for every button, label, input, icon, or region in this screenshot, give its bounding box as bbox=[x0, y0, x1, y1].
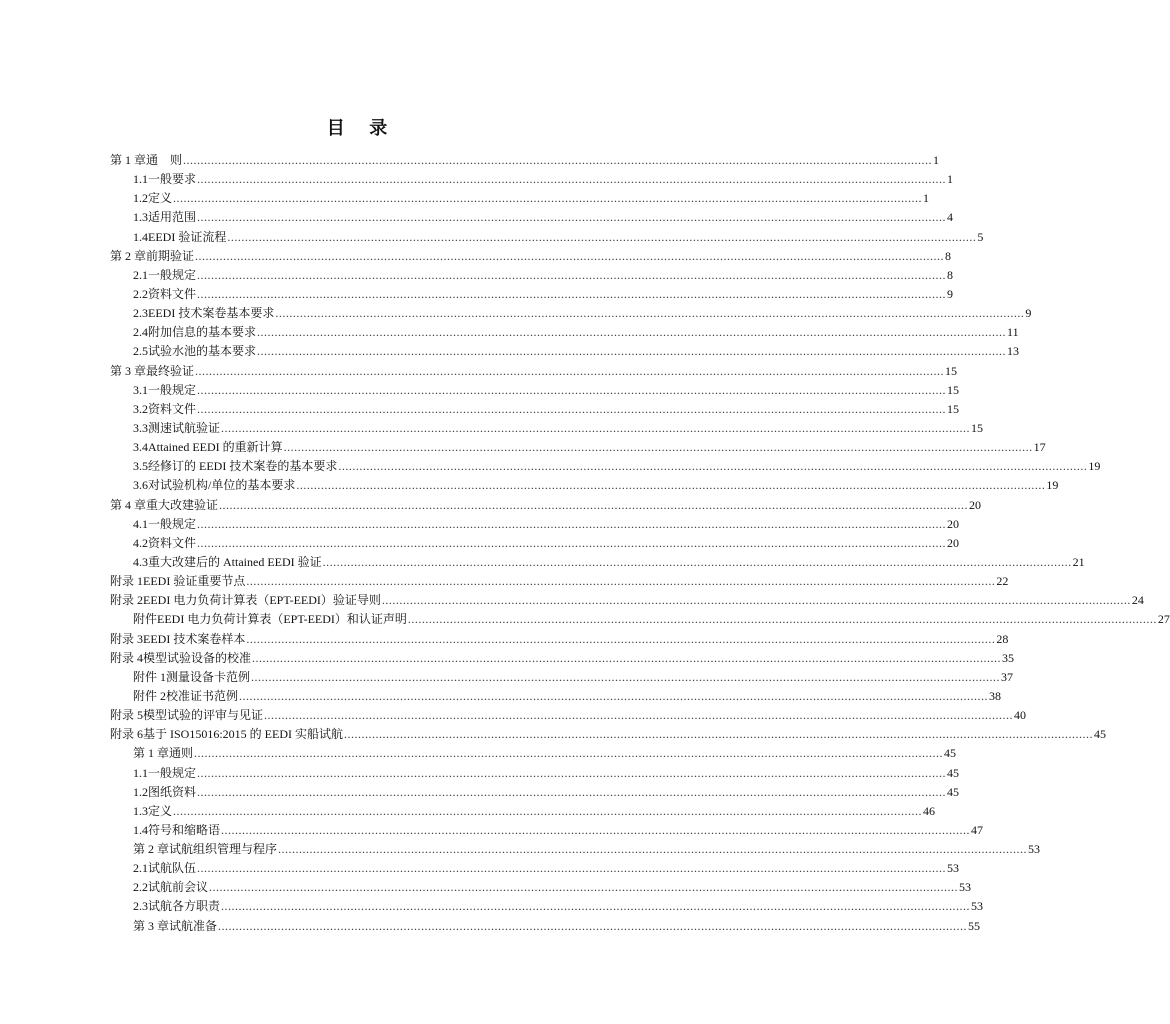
toc-entry-page-number: 19 bbox=[1088, 459, 1101, 474]
toc-entry-page-number: 47 bbox=[971, 822, 984, 837]
toc-entry-title: 通 则 bbox=[146, 153, 183, 167]
table-of-contents bbox=[110, 151, 1170, 936]
toc-entry[interactable] bbox=[110, 668, 1014, 687]
toc-entry[interactable] bbox=[110, 304, 1032, 323]
toc-entry[interactable] bbox=[110, 515, 960, 534]
toc-leader-dots bbox=[197, 400, 946, 419]
toc-entry-title: EEDI 验证流程 bbox=[148, 229, 227, 244]
toc-leader-dots bbox=[197, 170, 946, 189]
toc-entry[interactable] bbox=[110, 189, 930, 208]
toc-entry-number: 2.1 bbox=[133, 267, 148, 282]
toc-leader-dots bbox=[257, 342, 1006, 361]
toc-leader-dots bbox=[221, 419, 970, 438]
toc-entry-title: 一般要求 bbox=[148, 172, 197, 187]
toc-entry-page-number: 4 bbox=[947, 210, 954, 225]
toc-entry-page-number: 46 bbox=[923, 803, 936, 818]
toc-leader-dots bbox=[296, 476, 1045, 495]
toc-entry-number: 3.4 bbox=[133, 440, 148, 455]
toc-entry-number: 2.1 bbox=[133, 861, 148, 876]
toc-entry[interactable] bbox=[110, 496, 982, 515]
toc-entry[interactable] bbox=[110, 247, 952, 266]
toc-entry[interactable] bbox=[110, 381, 960, 400]
toc-leader-dots bbox=[183, 151, 932, 170]
toc-entry-number: 1.4 bbox=[133, 822, 148, 837]
toc-leader-dots bbox=[197, 285, 946, 304]
toc-entry[interactable] bbox=[110, 840, 1041, 859]
toc-entry-number: 第 2 章 bbox=[133, 842, 170, 857]
toc-entry-title: 试航前会议 bbox=[148, 880, 209, 895]
toc-entry-number: 第 2 章 bbox=[110, 248, 147, 263]
toc-entry-page-number: 53 bbox=[1028, 842, 1041, 857]
toc-entry-title: 图纸资料 bbox=[148, 784, 197, 799]
toc-entry-page-number: 38 bbox=[989, 688, 1002, 703]
toc-entry[interactable] bbox=[110, 266, 954, 285]
toc-entry-page-number: 27 bbox=[1157, 612, 1170, 627]
toc-entry-page-number: 15 bbox=[971, 420, 984, 435]
toc-entry-page-number: 20 bbox=[969, 497, 982, 512]
toc-entry-page-number: 19 bbox=[1046, 478, 1059, 493]
toc-entry-title: 模型试验设备的校准 bbox=[143, 650, 252, 665]
toc-entry[interactable] bbox=[110, 591, 1144, 610]
toc-entry-number: 第 1 章 bbox=[133, 746, 170, 761]
toc-leader-dots bbox=[197, 266, 946, 285]
toc-leader-dots bbox=[408, 610, 1157, 629]
toc-leader-dots bbox=[173, 189, 922, 208]
toc-entry-title: 一般规定 bbox=[148, 267, 197, 282]
toc-entry-title: 试验水池的基本要求 bbox=[148, 344, 257, 359]
toc-leader-dots bbox=[218, 917, 967, 936]
toc-entry-page-number: 45 bbox=[947, 784, 960, 799]
toc-entry-title: 重大改建验证 bbox=[146, 497, 219, 512]
toc-entry-title: 试航队伍 bbox=[148, 861, 197, 876]
toc-entry[interactable] bbox=[110, 457, 1101, 476]
toc-leader-dots bbox=[197, 534, 946, 553]
toc-leader-dots bbox=[197, 764, 946, 783]
toc-entry[interactable] bbox=[110, 630, 1009, 649]
toc-leader-dots bbox=[194, 744, 943, 763]
toc-entry-number: 1.3 bbox=[133, 210, 148, 225]
toc-entry-number: 1.1 bbox=[133, 172, 148, 187]
toc-entry-page-number: 45 bbox=[944, 746, 957, 761]
toc-leader-dots bbox=[275, 304, 1024, 323]
toc-entry-title: 定义 bbox=[148, 803, 173, 818]
toc-entry-page-number: 15 bbox=[945, 363, 958, 378]
toc-entry[interactable] bbox=[110, 725, 1107, 744]
toc-entry-number: 4.3 bbox=[133, 554, 148, 569]
toc-entry-page-number: 5 bbox=[977, 229, 984, 244]
toc-leader-dots bbox=[195, 362, 944, 381]
toc-entry[interactable] bbox=[110, 783, 960, 802]
toc-entry[interactable] bbox=[110, 323, 1019, 342]
toc-entry[interactable] bbox=[110, 687, 1002, 706]
toc-leader-dots bbox=[257, 323, 1006, 342]
toc-entry-number: 附录 1 bbox=[110, 574, 144, 589]
toc-entry[interactable] bbox=[110, 151, 940, 170]
toc-entry-title: 对试验机构/单位的基本要求 bbox=[148, 478, 296, 493]
toc-entry-number: 2.5 bbox=[133, 344, 148, 359]
toc-entry-number: 3.5 bbox=[133, 459, 148, 474]
toc-entry[interactable] bbox=[110, 706, 1027, 725]
toc-entry-title: 校准证书范例 bbox=[166, 688, 239, 703]
toc-leader-dots bbox=[252, 649, 1001, 668]
toc-entry[interactable] bbox=[110, 208, 954, 227]
toc-leader-dots bbox=[382, 591, 1131, 610]
toc-entry[interactable] bbox=[110, 553, 1085, 572]
toc-entry-page-number: 8 bbox=[947, 267, 954, 282]
toc-entry-number: 3.3 bbox=[133, 420, 148, 435]
toc-entry-title: 一般规定 bbox=[148, 765, 197, 780]
toc-entry-number: 1.4 bbox=[133, 229, 148, 244]
toc-entry-number: 3.1 bbox=[133, 382, 148, 397]
toc-entry-number: 第 1 章 bbox=[110, 153, 147, 167]
toc-entry-number: 2.2 bbox=[133, 880, 148, 895]
toc-entry[interactable] bbox=[110, 476, 1059, 495]
toc-leader-dots bbox=[338, 457, 1087, 476]
toc-entry-page-number: 20 bbox=[947, 535, 960, 550]
toc-entry-page-number: 37 bbox=[1001, 669, 1014, 684]
toc-entry-title: 附加信息的基本要求 bbox=[148, 325, 257, 340]
toc-entry-page-number: 9 bbox=[1025, 306, 1032, 321]
toc-entry-page-number: 9 bbox=[947, 286, 954, 301]
toc-entry[interactable] bbox=[110, 285, 954, 304]
toc-entry-title: 一般规定 bbox=[148, 516, 197, 531]
toc-entry-page-number: 8 bbox=[945, 248, 952, 263]
toc-entry[interactable] bbox=[110, 438, 1046, 457]
toc-entry-page-number: 53 bbox=[971, 899, 984, 914]
page-title: 目 录 bbox=[326, 118, 398, 138]
toc-entry-title: 测量设备卡范例 bbox=[166, 669, 251, 684]
toc-leader-dots bbox=[251, 668, 1000, 687]
toc-entry-number: 附件 1 bbox=[133, 669, 167, 684]
toc-entry[interactable] bbox=[110, 802, 936, 821]
toc-entry-page-number: 20 bbox=[947, 516, 960, 531]
toc-entry-title: 经修订的 EEDI 技术案卷的基本要求 bbox=[148, 459, 338, 474]
toc-entry[interactable] bbox=[110, 821, 984, 840]
toc-entry-number: 3.2 bbox=[133, 401, 148, 416]
toc-entry-number: 1.2 bbox=[133, 191, 148, 206]
toc-entry-title: 基于 ISO15016:2015 的 EEDI 实船试航 bbox=[143, 727, 344, 742]
toc-entry-title: 通则 bbox=[169, 746, 194, 761]
toc-entry-number: 附件 2 bbox=[133, 688, 167, 703]
toc-entry-title: EEDI 电力负荷计算表（EPT-EEDI）和认证声明 bbox=[157, 612, 407, 627]
toc-leader-dots bbox=[173, 802, 922, 821]
toc-entry[interactable] bbox=[110, 400, 960, 419]
toc-entry-title: 模型试验的评审与见证 bbox=[143, 708, 264, 723]
toc-entry-title: Attained EEDI 的重新计算 bbox=[148, 440, 283, 455]
toc-entry-title: 资料文件 bbox=[148, 401, 197, 416]
toc-entry-page-number: 13 bbox=[1007, 344, 1020, 359]
toc-leader-dots bbox=[246, 630, 995, 649]
toc-entry-number: 1.2 bbox=[133, 784, 148, 799]
toc-entry-title: EEDI 验证重要节点 bbox=[143, 574, 246, 589]
toc-entry-title: 试航各方职责 bbox=[148, 899, 221, 914]
toc-leader-dots bbox=[209, 878, 958, 897]
toc-entry-title: EEDI 技术案卷基本要求 bbox=[148, 306, 275, 321]
toc-entry-page-number: 15 bbox=[947, 401, 960, 416]
toc-entry-page-number: 1 bbox=[947, 172, 954, 187]
toc-leader-dots bbox=[278, 840, 1027, 859]
toc-entry[interactable] bbox=[110, 744, 957, 763]
toc-entry-number: 2.3 bbox=[133, 899, 148, 914]
toc-entry-page-number: 1 bbox=[923, 191, 930, 206]
toc-leader-dots bbox=[197, 515, 946, 534]
toc-entry-number: 附录 2 bbox=[110, 593, 144, 608]
toc-entry[interactable] bbox=[110, 897, 984, 916]
toc-entry-number: 1.3 bbox=[133, 803, 148, 818]
toc-leader-dots bbox=[197, 783, 946, 802]
toc-entry-number: 附录 3 bbox=[110, 631, 144, 646]
toc-entry-number: 2.4 bbox=[133, 325, 148, 340]
toc-entry-title: 符号和缩略语 bbox=[148, 822, 221, 837]
toc-leader-dots bbox=[197, 381, 946, 400]
toc-entry-title: 资料文件 bbox=[148, 286, 197, 301]
toc-leader-dots bbox=[246, 572, 995, 591]
toc-leader-dots bbox=[227, 228, 976, 247]
toc-entry-page-number: 28 bbox=[996, 631, 1009, 646]
toc-entry-title: 重大改建后的 Attained EEDI 验证 bbox=[148, 554, 322, 569]
toc-leader-dots bbox=[197, 208, 946, 227]
toc-entry[interactable] bbox=[110, 170, 954, 189]
toc-entry-title: EEDI 技术案卷样本 bbox=[143, 631, 246, 646]
toc-leader-dots bbox=[221, 897, 970, 916]
toc-entry-page-number: 45 bbox=[1094, 727, 1107, 742]
toc-entry-number: 附件 bbox=[133, 612, 158, 627]
toc-entry-title: 资料文件 bbox=[148, 535, 197, 550]
toc-entry[interactable] bbox=[110, 419, 984, 438]
toc-entry[interactable] bbox=[110, 610, 1170, 629]
toc-entry-page-number: 15 bbox=[947, 382, 960, 397]
toc-leader-dots bbox=[344, 725, 1093, 744]
toc-entry-page-number: 17 bbox=[1033, 440, 1046, 455]
toc-entry-number: 附录 4 bbox=[110, 650, 144, 665]
toc-entry-title: 试航组织管理与程序 bbox=[169, 842, 278, 857]
toc-leader-dots bbox=[219, 496, 968, 515]
toc-entry-title: 适用范围 bbox=[148, 210, 197, 225]
toc-leader-dots bbox=[284, 438, 1033, 457]
toc-leader-dots bbox=[323, 553, 1072, 572]
toc-entry-number: 第 4 章 bbox=[110, 497, 147, 512]
toc-entry[interactable] bbox=[110, 649, 1015, 668]
toc-leader-dots bbox=[221, 821, 970, 840]
toc-entry[interactable] bbox=[110, 534, 960, 553]
toc-entry[interactable] bbox=[110, 859, 960, 878]
toc-leader-dots bbox=[239, 687, 988, 706]
toc-entry-number: 2.3 bbox=[133, 306, 148, 321]
toc-entry-title: EEDI 电力负荷计算表（EPT-EEDI）验证导则 bbox=[143, 593, 381, 608]
toc-entry-number: 4.2 bbox=[133, 535, 148, 550]
toc-entry-page-number: 11 bbox=[1007, 325, 1019, 340]
toc-entry-page-number: 40 bbox=[1014, 708, 1027, 723]
toc-entry-title: 定义 bbox=[148, 191, 173, 206]
toc-entry-page-number: 53 bbox=[947, 861, 960, 876]
toc-entry-number: 第 3 章 bbox=[110, 363, 147, 378]
toc-entry[interactable] bbox=[110, 917, 981, 936]
toc-leader-dots bbox=[197, 859, 946, 878]
toc-entry-title: 一般规定 bbox=[148, 382, 197, 397]
toc-entry-number: 3.6 bbox=[133, 478, 148, 493]
toc-entry-page-number: 45 bbox=[947, 765, 960, 780]
toc-entry-page-number: 53 bbox=[959, 880, 972, 895]
toc-entry[interactable] bbox=[110, 878, 972, 897]
toc-entry-page-number: 21 bbox=[1072, 554, 1085, 569]
toc-leader-dots bbox=[264, 706, 1013, 725]
toc-entry-title: 前期验证 bbox=[146, 248, 195, 263]
toc-entry[interactable] bbox=[110, 228, 984, 247]
toc-entry-number: 2.2 bbox=[133, 286, 148, 301]
toc-entry-page-number: 22 bbox=[996, 574, 1009, 589]
toc-entry-page-number: 55 bbox=[968, 918, 981, 933]
toc-entry-number: 第 3 章 bbox=[133, 918, 170, 933]
toc-entry-number: 1.1 bbox=[133, 765, 148, 780]
toc-entry-title: 测速试航验证 bbox=[148, 420, 221, 435]
toc-entry[interactable] bbox=[110, 342, 1020, 361]
toc-entry[interactable] bbox=[110, 362, 958, 381]
toc-entry-number: 附录 5 bbox=[110, 708, 144, 723]
toc-entry-title: 最终验证 bbox=[146, 363, 195, 378]
toc-entry-number: 4.1 bbox=[133, 516, 148, 531]
toc-leader-dots bbox=[195, 247, 944, 266]
toc-entry-page-number: 24 bbox=[1131, 593, 1144, 608]
toc-entry-page-number: 1 bbox=[933, 153, 940, 167]
toc-entry-number: 附录 6 bbox=[110, 727, 144, 742]
toc-entry-title: 试航准备 bbox=[169, 918, 218, 933]
toc-entry[interactable] bbox=[110, 572, 1009, 591]
toc-entry[interactable] bbox=[110, 764, 960, 783]
toc-entry-page-number: 35 bbox=[1002, 650, 1015, 665]
